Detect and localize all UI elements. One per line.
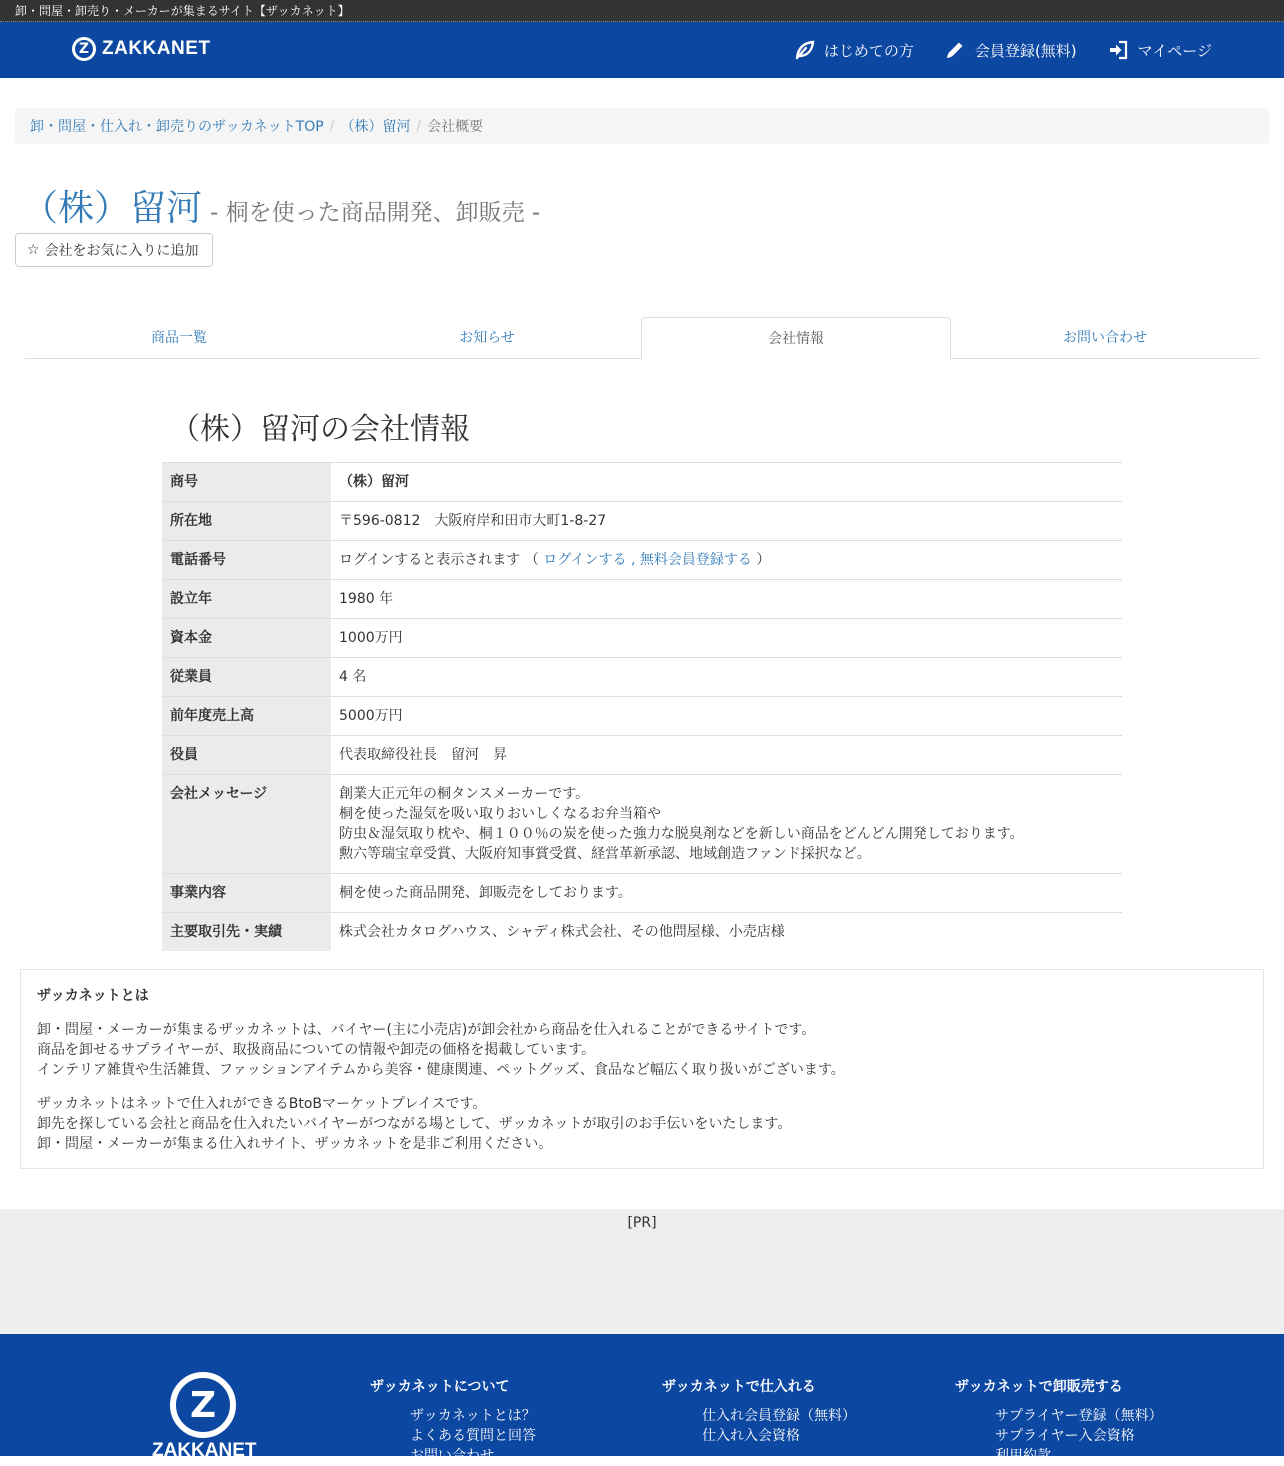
phone-hidden-text: ログインすると表示されます （	[339, 552, 544, 568]
row-label: 主要取引先・実績	[162, 913, 331, 952]
table-row	[162, 502, 1122, 541]
sales-value: 5000万円	[331, 697, 1122, 736]
site-footer	[0, 1334, 1284, 1464]
row-label: 設立年	[162, 580, 331, 619]
footer-col-about	[370, 1376, 536, 1466]
footer-col-buy	[662, 1376, 856, 1446]
breadcrumb-company[interactable]: （株）留河	[340, 119, 411, 135]
company-tabs	[25, 317, 1259, 359]
table-row	[162, 463, 1122, 502]
footer-col-title: ザッカネットについて	[370, 1379, 510, 1395]
company-info-title: （株）留河の会社情報	[170, 412, 470, 447]
breadcrumb-home[interactable]: 卸・問屋・仕入れ・卸売りのザッカネットTOP	[30, 119, 324, 135]
tab-news[interactable]: お知らせ	[459, 330, 515, 346]
phone-comma: ,	[626, 552, 640, 568]
row-label: 前年度売上高	[162, 697, 331, 736]
about-paragraph	[37, 1020, 1247, 1080]
table-row	[162, 619, 1122, 658]
logo-icon: Z	[72, 37, 96, 61]
login-icon	[1107, 39, 1129, 61]
footer-link-buyer-qualification[interactable]: 仕入れ入会資格	[702, 1428, 800, 1444]
ad-area	[0, 1209, 1284, 1334]
about-line: 卸・問屋・メーカーが集まる仕入れサイト、ザッカネットを是非ご利用ください。	[37, 1136, 553, 1152]
about-line: 卸・問屋・メーカーが集まるザッカネットは、バイヤー(主に小売店)が卸会社から商品を仕入れることができるサイトです。	[37, 1022, 816, 1038]
header-nav	[763, 22, 1212, 78]
pr-label: [PR]	[627, 1215, 657, 1231]
nav-beginners-label: はじめての方	[823, 41, 914, 60]
message-line: 勲六等瑞宝章受賞、大阪府知事賞受賞、経営革新承認、地域創造ファンド採択など。	[339, 846, 871, 862]
logo-text: ZAKKANET	[102, 38, 211, 59]
site-tagline: 卸・問屋・卸売り・メーカーが集まるサイト【ザッカネット】	[15, 4, 350, 18]
about-zakkanet-box	[20, 969, 1264, 1169]
about-line: ザッカネットはネットで仕入れができるBtoBマーケットプレイスです。	[37, 1096, 487, 1112]
tab-products[interactable]: 商品一覧	[151, 330, 207, 346]
nav-register-label: 会員登録(無料)	[974, 41, 1077, 60]
table-row	[162, 775, 1122, 874]
about-title: ザッカネットとは	[37, 988, 149, 1004]
company-heading	[22, 180, 540, 231]
table-row	[162, 658, 1122, 697]
message-line: 桐を使った湿気を吸い取りおいしくなるお弁当箱や	[339, 806, 661, 822]
footer-logo-link[interactable]	[152, 1372, 257, 1462]
site-header	[0, 22, 1284, 78]
footer-link-supplier-register[interactable]: サプライヤー登録（無料）	[995, 1408, 1163, 1424]
footer-col-title: ザッカネットで卸販売する	[955, 1379, 1123, 1395]
breadcrumb	[15, 108, 1269, 144]
company-subtitle: - 桐を使った商品開発、卸販売 -	[210, 200, 541, 226]
row-label: 事業内容	[162, 874, 331, 913]
breadcrumb-separator: /	[329, 118, 335, 134]
about-line: 商品を卸せるサプライヤーが、取扱商品についての情報や卸売の価格を掲載しています。	[37, 1042, 596, 1058]
breadcrumb-current: 会社概要	[427, 119, 484, 135]
footer-link-supplier-qualification[interactable]: サプライヤー入会資格	[995, 1428, 1135, 1444]
message-line: 防虫＆湿気取り枕や、桐１００％の炭を使った強力な脱臭剤などを新しい商品をどんどん開発しております。	[339, 826, 1024, 842]
footer-link-what-is[interactable]: ザッカネットとは？	[410, 1408, 536, 1424]
phone-suffix: ）	[751, 552, 771, 568]
officers-value: 代表取締役社長 留河 昇	[331, 736, 1122, 775]
about-line: 卸先を探している会社と商品を仕入れたいバイヤーがつながる場として、ザッカネットが取引のお手伝いをいたします。	[37, 1116, 792, 1132]
nav-mypage[interactable]	[1107, 39, 1212, 61]
company-name-link[interactable]: （株）留河	[22, 188, 203, 229]
about-line: インテリア雑貨や生活雑貨、ファッションアイテムから美容・健康関連、ペットグッズ、食品など幅広く取り扱いがございます。	[37, 1062, 845, 1078]
nav-register[interactable]	[944, 39, 1077, 61]
breadcrumb-separator: /	[416, 118, 422, 134]
logo-icon: Z	[170, 1372, 236, 1438]
table-row	[162, 913, 1122, 952]
footer-link-contact[interactable]: お問い合わせ	[410, 1448, 494, 1464]
leaf-icon	[793, 39, 815, 61]
company-message-value	[331, 775, 1122, 874]
founded-value: 1980 年	[331, 580, 1122, 619]
login-link[interactable]: ログインする	[543, 552, 627, 568]
table-row	[162, 736, 1122, 775]
tab-company-info[interactable]: 会社情報	[641, 317, 951, 359]
footer-col-title: ザッカネットで仕入れる	[662, 1379, 816, 1395]
footer-logo-text: ZAKKANET	[152, 1440, 257, 1461]
table-row	[162, 580, 1122, 619]
employees-value: 4 名	[331, 658, 1122, 697]
table-row	[162, 697, 1122, 736]
add-favorite-button[interactable]	[15, 233, 213, 267]
table-row	[162, 541, 1122, 580]
add-favorite-label: 会社をお気に入りに追加	[44, 243, 199, 259]
footer-col-sell	[955, 1376, 1163, 1466]
row-label: 所在地	[162, 502, 331, 541]
footer-link-faq[interactable]: よくある質問と回答	[410, 1428, 536, 1444]
row-label: 従業員	[162, 658, 331, 697]
address-value: 〒596-0812 大阪府岸和田市大町1-8-27	[331, 502, 1122, 541]
pencil-icon	[944, 39, 966, 61]
footer-link-terms[interactable]: 利用約款	[995, 1448, 1051, 1464]
tab-contact[interactable]: お問い合わせ	[1063, 330, 1147, 346]
company-info-table	[162, 462, 1122, 951]
phone-value	[331, 541, 1122, 580]
free-register-link[interactable]: 無料会員登録する	[639, 552, 752, 568]
row-label: 役員	[162, 736, 331, 775]
business-value: 桐を使った商品開発、卸販売をしております。	[331, 874, 1122, 913]
capital-value: 1000万円	[331, 619, 1122, 658]
row-label: 会社メッセージ	[162, 775, 331, 874]
row-label: 商号	[162, 463, 331, 502]
about-paragraph	[37, 1094, 1247, 1154]
trade-name-value: （株）留河	[331, 463, 1122, 502]
logo-link[interactable]	[72, 37, 211, 61]
site-tagline-bar	[0, 0, 1284, 22]
message-line: 創業大正元年の桐タンスメーカーです。	[339, 786, 590, 802]
footer-link-buyer-register[interactable]: 仕入れ会員登録（無料）	[702, 1408, 856, 1424]
row-label: 資本金	[162, 619, 331, 658]
row-label: 電話番号	[162, 541, 331, 580]
nav-mypage-label: マイページ	[1137, 41, 1212, 60]
table-row	[162, 874, 1122, 913]
clients-value: 株式会社カタログハウス、シャディ株式会社、その他問屋様、小売店様	[331, 913, 1122, 952]
star-icon: ☆	[27, 242, 40, 258]
nav-beginners[interactable]	[793, 39, 914, 61]
